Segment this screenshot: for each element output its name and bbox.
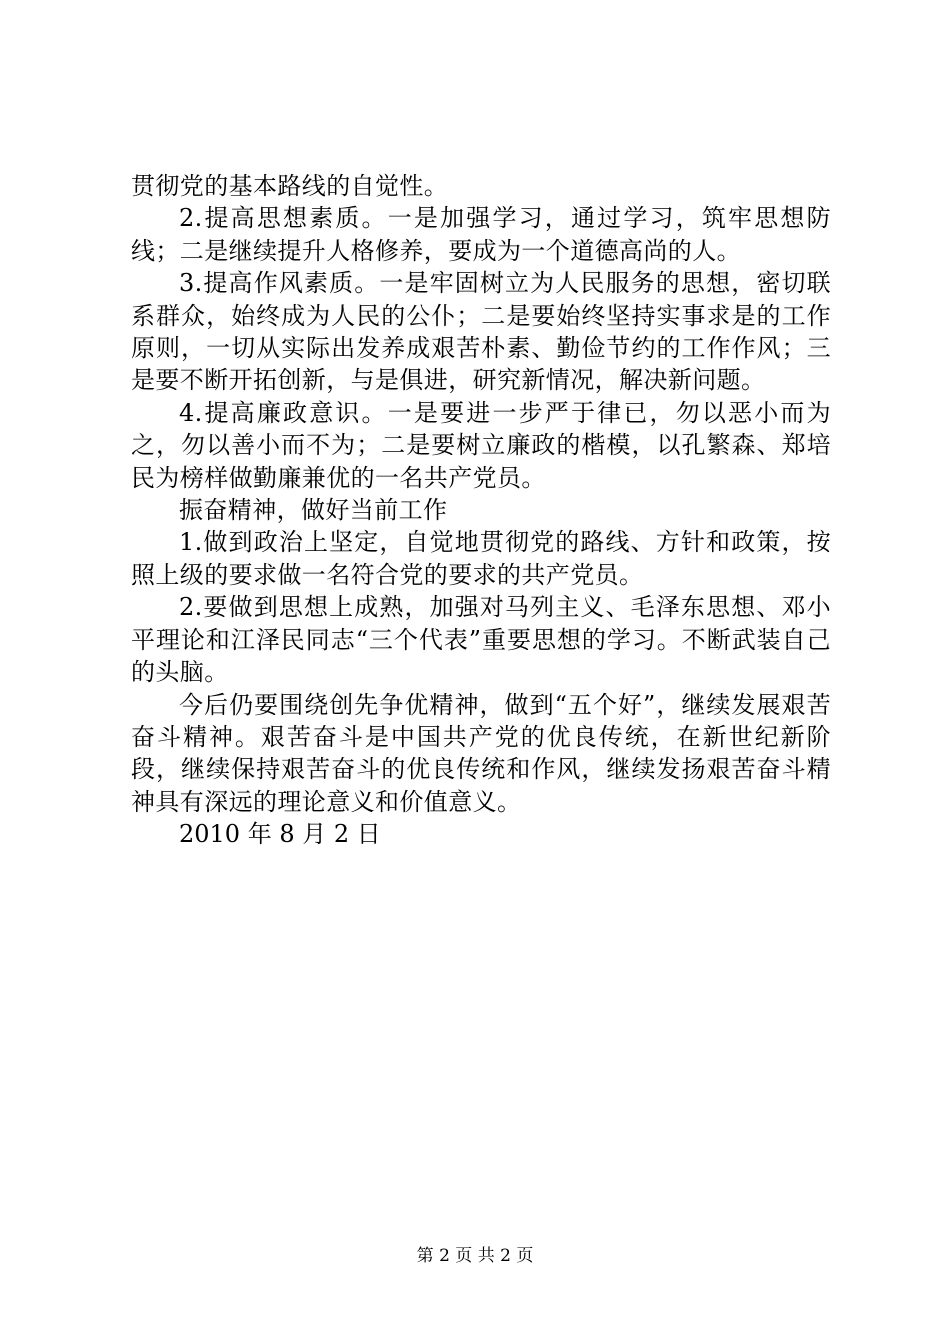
paragraph: 2.要做到思想上成熟，加强对马列主义、毛泽东思想、邓小平理论和江泽民同志“三个代表”重要思想的学习。不断武装自己的头脑。	[131, 593, 831, 687]
paragraph: 今后仍要围绕创先争优精神，做到“五个好”，继续发展艰苦奋斗精神。艰苦奋斗是中国共产党的优良传统，在新世纪新阶段，继续保持艰苦奋斗的优良传统和作风，继续发扬艰苦奋斗精神具有深远的理论意义和价值意义。	[131, 690, 831, 816]
document-body	[131, 170, 831, 851]
paragraph: 贯彻党的基本路线的自觉性。	[131, 172, 449, 200]
paragraph: 4.提高廉政意识。一是要进一步严于律已，勿以恶小而为之，勿以善小而不为；二是要树立廉政的楷模，以孔繁森、郑培民为榜样做勤廉兼优的一名共产党员。	[131, 398, 831, 492]
page-number: 第 2 页 共 2 页	[416, 1246, 534, 1266]
page-footer	[0, 1245, 950, 1267]
document-date: 2010 年 8 月 2 日	[179, 820, 381, 849]
section-heading: 振奋精神，做好当前工作	[179, 496, 448, 525]
paragraph: 2.提高思想素质。一是加强学习，通过学习，筑牢思想防线；二是继续提升人格修养，要成为一个道德高尚的人。	[131, 204, 831, 265]
paragraph: 3.提高作风素质。一是牢固树立为人民服务的思想，密切联系群众，始终成为人民的公仆；二是要始终坚持实事求是的工作原则，一切从实际出发养成艰苦朴素、勤俭节约的工作作风；三是要不断开拓创新，与是俱进，研究新情况，解决新问题。	[131, 269, 831, 395]
paragraph: 1.做到政治上坚定，自觉地贯彻党的路线、方针和政策，按照上级的要求做一名符合党的要求的共产党员。	[131, 528, 831, 589]
